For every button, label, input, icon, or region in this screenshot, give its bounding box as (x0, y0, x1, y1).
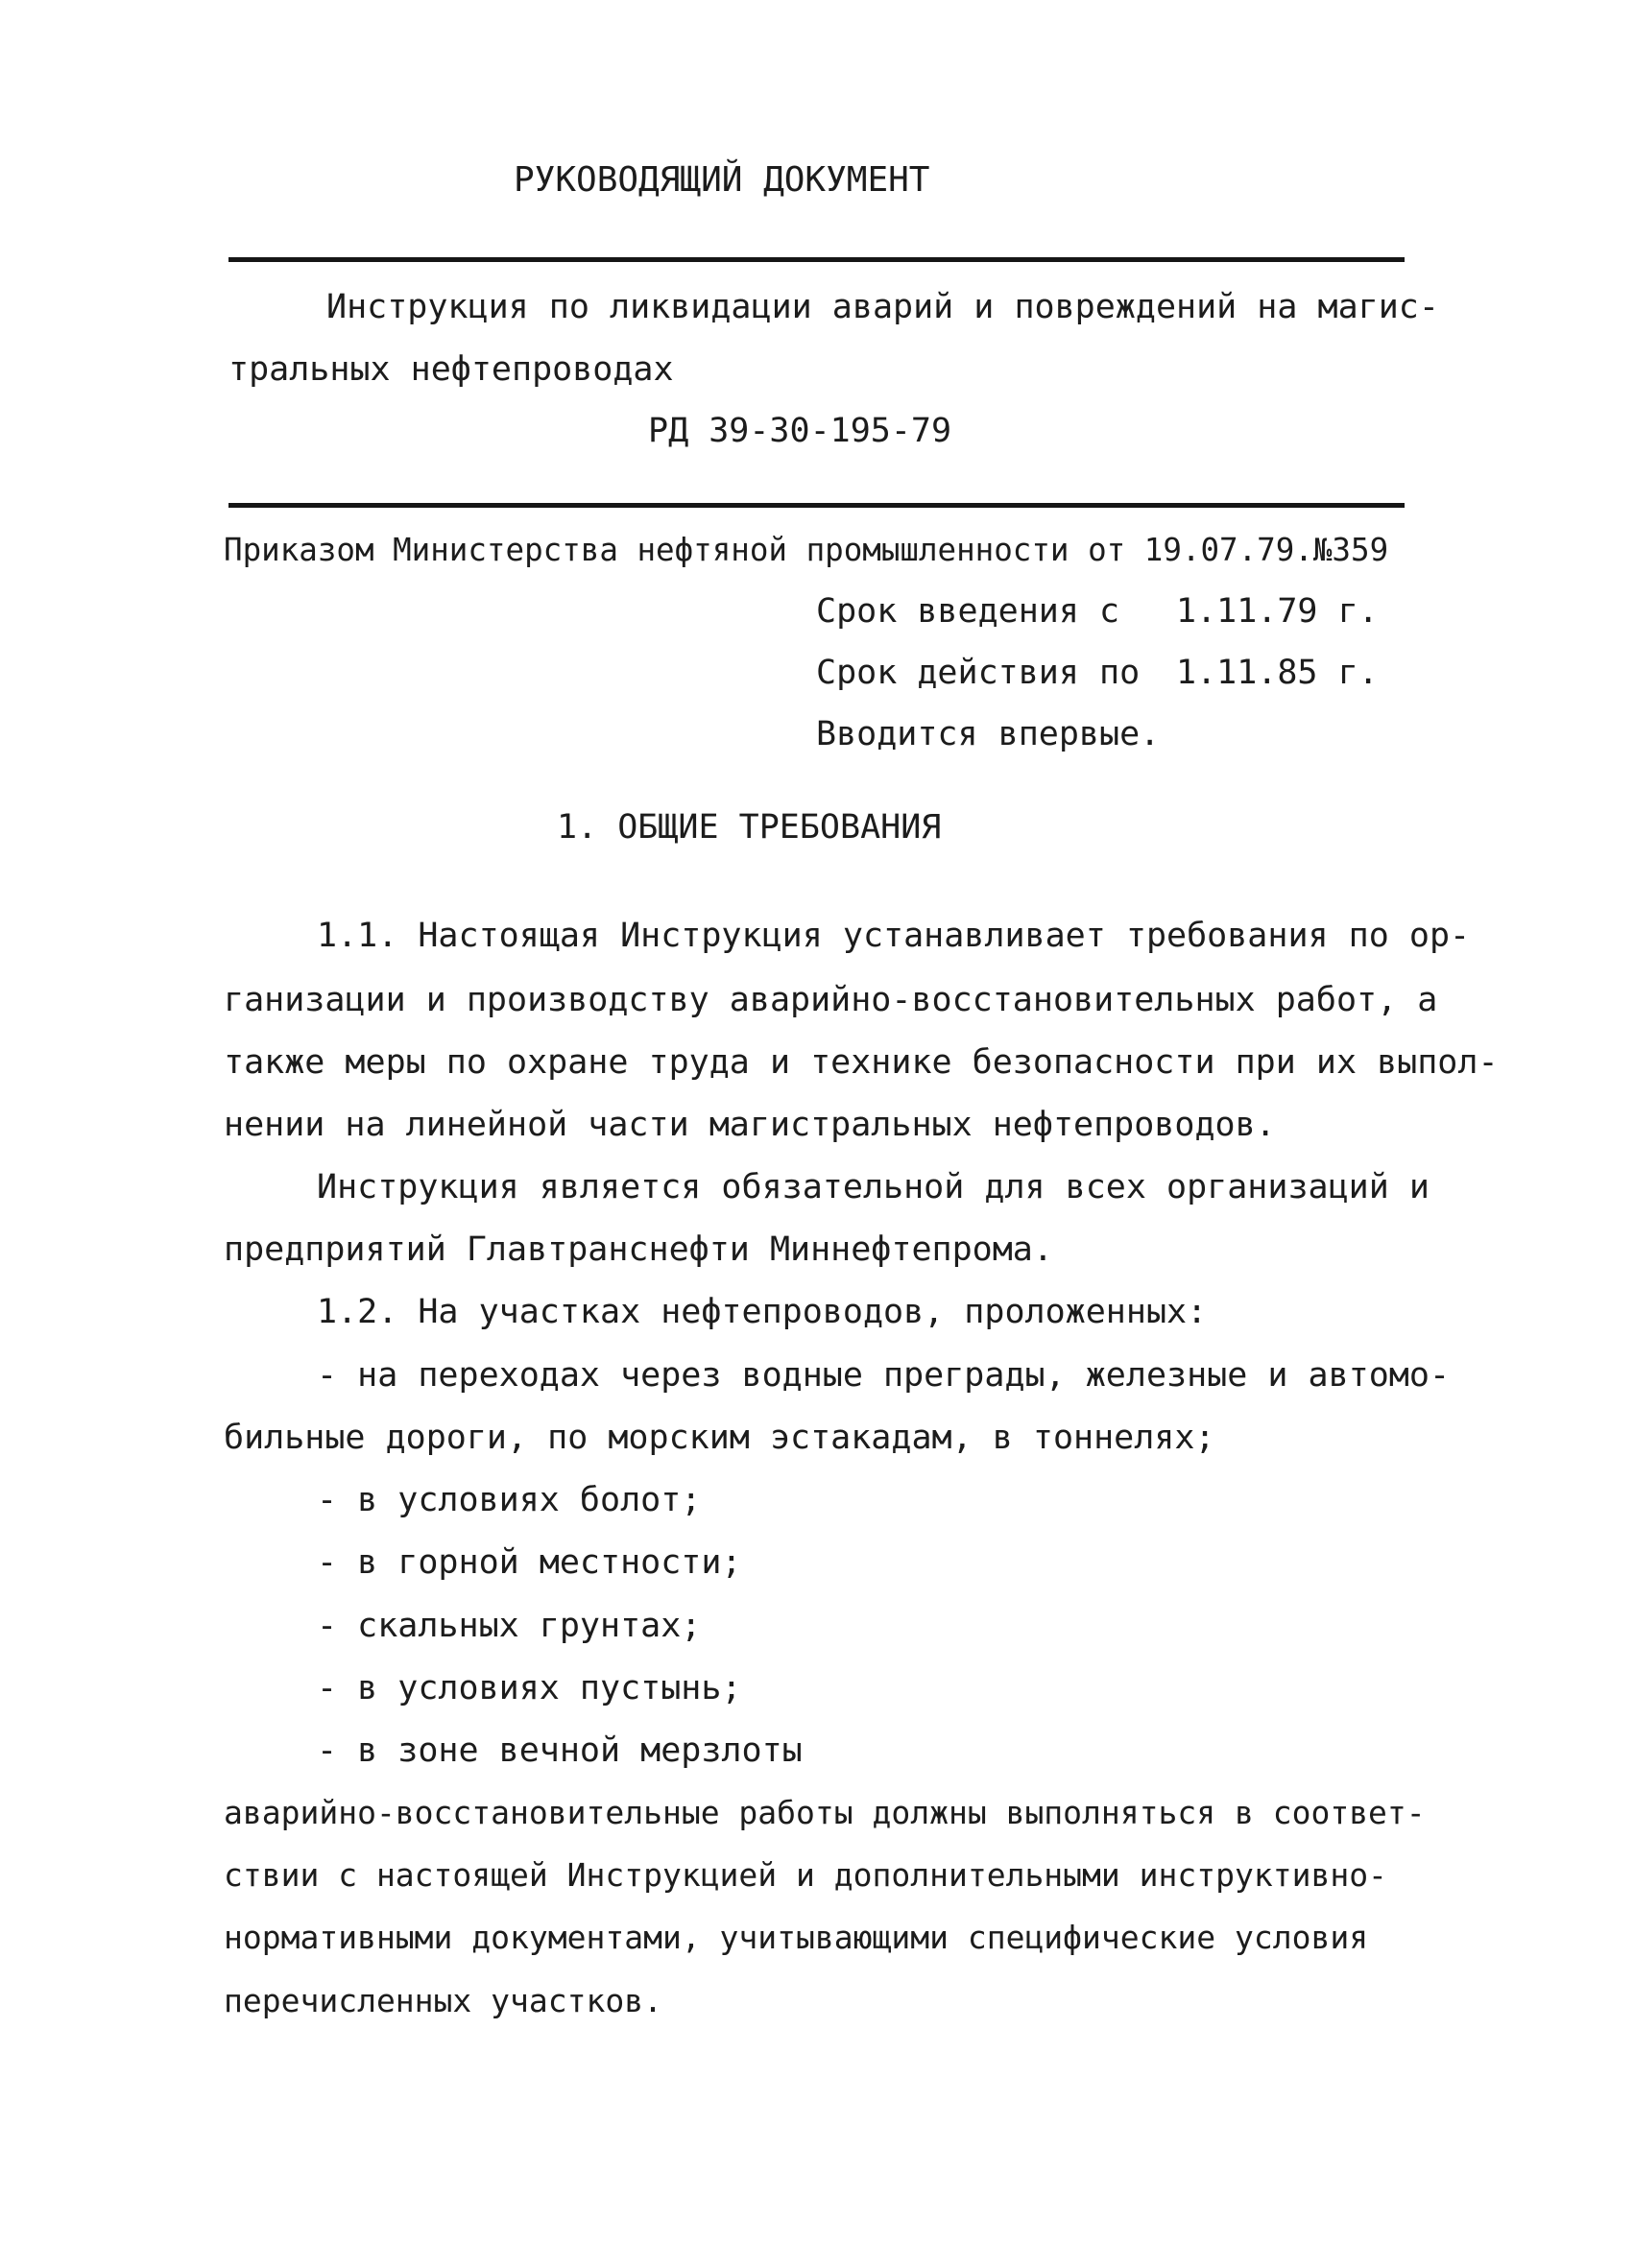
list-item-swamps: - в условиях болот; (317, 1481, 702, 1519)
list-item-deserts: - в условиях пустынь; (317, 1669, 742, 1707)
approval-order: Приказом Министерства нефтяной промышленности от 19.07.79.№359 (224, 532, 1389, 568)
paragraph-mandatory-line-2: предприятий Главтранснефти Миннефтепрома. (224, 1230, 1053, 1269)
document-code: РД 39-30-195-79 (648, 412, 952, 450)
paragraph-mandatory-line-1: Инструкция является обязательной для всех организаций и (317, 1168, 1430, 1206)
paragraph-1-2-intro: 1.2. На участках нефтепроводов, проложенных: (317, 1293, 1208, 1331)
middle-divider (228, 503, 1405, 508)
paragraph-1-1-line-1: 1.1. Настоящая Инструкция устанавливает требования по ор- (317, 917, 1471, 955)
list-item-permafrost: - в зоне вечной мерзлоты (317, 1731, 803, 1770)
paragraph-conclusion-line-4: перечисленных участков. (224, 1982, 662, 2019)
list-item-mountains: - в горной местности; (317, 1543, 742, 1582)
effective-date-label: Срок введения с (816, 592, 1120, 631)
paragraph-1-1-line-3: также меры по охране труда и технике безопасности при их выпол- (224, 1043, 1499, 1082)
expiry-date-label: Срок действия по (816, 654, 1141, 692)
document-type-heading: РУКОВОДЯЩИЙ ДОКУМЕНТ (514, 160, 930, 200)
title-line-2: тральных нефтепроводах (228, 350, 674, 389)
list-item-crossings-line-1: - на переходах через водные преграды, железные и автомо- (317, 1356, 1451, 1395)
title-line-1: Инструкция по ликвидации аварий и повреждений на магис- (326, 288, 1439, 326)
paragraph-conclusion-line-3: нормативными документами, учитывающими специфические условия (224, 1919, 1369, 1956)
paragraph-1-1-line-2: ганизации и производству аварийно-восстановительных работ, а (224, 981, 1438, 1019)
effective-date-value: 1.11.79 г. (1176, 592, 1379, 631)
first-introduction-note: Вводится впервые. (816, 715, 1161, 753)
paragraph-1-1-line-4: нении на линейной части магистральных нефтепроводов. (224, 1106, 1276, 1144)
list-item-crossings-line-2: бильные дороги, по морским эстакадам, в тоннелях; (224, 1419, 1215, 1457)
list-item-rocky-soils: - скальных грунтах; (317, 1607, 702, 1645)
expiry-date-value: 1.11.85 г. (1176, 654, 1379, 692)
top-divider (228, 257, 1405, 262)
paragraph-conclusion-line-1: аварийно-восстановительные работы должны выполняться в соответ- (224, 1794, 1426, 1831)
paragraph-conclusion-line-2: ствии с настоящей Инструкцией и дополнительными инструктивно- (224, 1856, 1387, 1894)
section-heading: 1. ОБЩИЕ ТРЕБОВАНИЯ (557, 808, 942, 847)
